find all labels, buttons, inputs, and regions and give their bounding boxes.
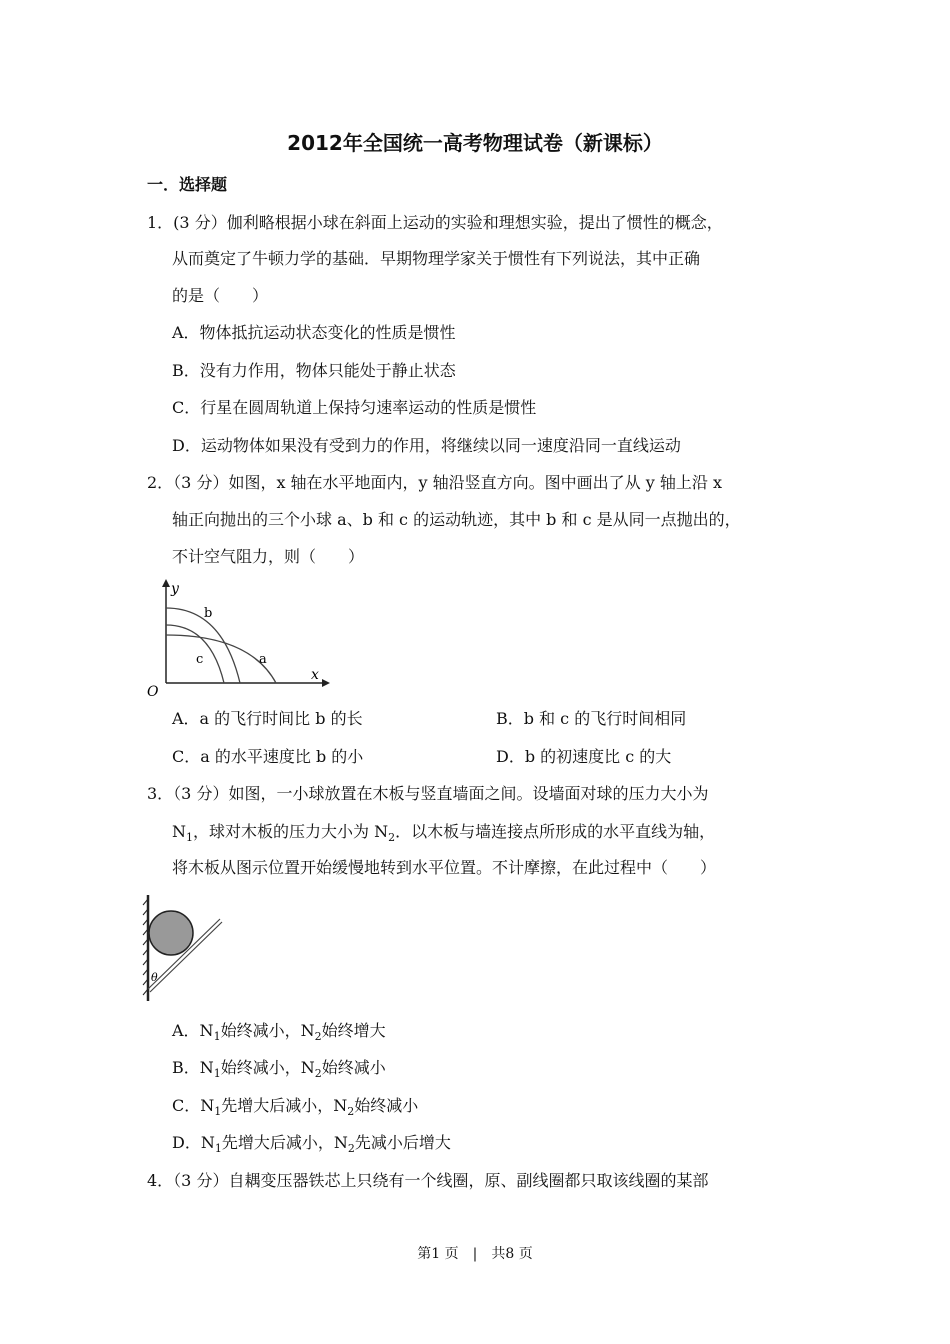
q2-option-a: A．a 的飞行时间比 b 的长 bbox=[172, 709, 363, 728]
q2-stem-line1: 2．（3 分）如图，x 轴在水平地面内，y 轴沿竖直方向。图中画出了从 y 轴上沿 x bbox=[147, 473, 723, 492]
ball-board-figure bbox=[140, 893, 230, 1005]
page-title: 2012年全国统一高考物理试卷（新课标） bbox=[287, 131, 663, 155]
curve-label-a: a bbox=[259, 652, 267, 667]
x-axis-label: x bbox=[311, 667, 319, 683]
q2-option-d: D．b 的初速度比 c 的大 bbox=[496, 747, 672, 766]
q4-stem-line1: 4．（3 分）自耦变压器铁芯上只绕有一个线圈，原、副线圈都只取该线圈的某部 bbox=[147, 1171, 709, 1190]
q1-stem-line3: 的是（ ） bbox=[172, 286, 269, 305]
origin-label: O bbox=[147, 684, 159, 700]
q1-stem-line1: 1．(3 分）伽利略根据小球在斜面上运动的实验和理想实验，提出了惯性的概念， bbox=[147, 213, 723, 232]
ball bbox=[149, 911, 193, 955]
q1-option-b: B．没有力作用，物体只能处于静止状态 bbox=[172, 361, 456, 380]
trajectory-b bbox=[166, 608, 240, 683]
q1-option-a: A．物体抵抗运动状态变化的性质是惯性 bbox=[172, 323, 456, 342]
angle-label: θ bbox=[151, 971, 158, 984]
q3-option-c: C．$N_1$先增大后减小，$N_2$始终减小 bbox=[172, 1096, 419, 1119]
q3-option-a: A．$N_1$始终减小，$N_2$始终增大 bbox=[172, 1021, 386, 1044]
q3-stem-line1: 3．（3 分）如图，一小球放置在木板与竖直墙面之间。设墙面对球的压力大小为 bbox=[147, 784, 709, 803]
curve-label-c: c bbox=[196, 652, 204, 667]
q2-stem-line2: 轴正向抛出的三个小球 a、b 和 c 的运动轨迹，其中 b 和 c 是从同一点抛出的， bbox=[172, 510, 741, 529]
q3-stem-line2: $N_1$，球对木板的压力大小为 $N_2$．以木板与墙连接点所形成的水平直线为轴， bbox=[172, 822, 716, 845]
section-heading: 一．选择题 bbox=[147, 175, 228, 194]
q2-option-c: C．a 的水平速度比 b 的小 bbox=[172, 747, 364, 766]
q1-option-c: C．行星在圆周轨道上保持匀速率运动的性质是惯性 bbox=[172, 398, 537, 417]
q1-stem-line2: 从而奠定了牛顿力学的基础．早期物理学家关于惯性有下列说法，其中正确 bbox=[172, 249, 701, 268]
q2-option-b: B．b 和 c 的飞行时间相同 bbox=[496, 709, 687, 728]
q1-option-d: D．运动物体如果没有受到力的作用，将继续以同一速度沿同一直线运动 bbox=[172, 436, 681, 455]
q3-option-d: D．$N_1$先增大后减小，$N_2$先减小后增大 bbox=[172, 1133, 451, 1156]
y-axis-label: y bbox=[171, 581, 179, 597]
trajectory-c bbox=[166, 625, 224, 683]
curve-label-b: b bbox=[204, 606, 213, 621]
projectile-figure bbox=[140, 575, 330, 700]
q2-stem-line3: 不计空气阻力，则（ ） bbox=[172, 547, 365, 566]
q3-option-b: B．$N_1$始终减小，$N_2$始终减小 bbox=[172, 1058, 386, 1081]
q3-stem-line3: 将木板从图示位置开始缓慢地转到水平位置。不计摩擦，在此过程中（ ） bbox=[172, 858, 717, 877]
page-footer: 第1 页 | 共8 页 bbox=[417, 1246, 533, 1262]
